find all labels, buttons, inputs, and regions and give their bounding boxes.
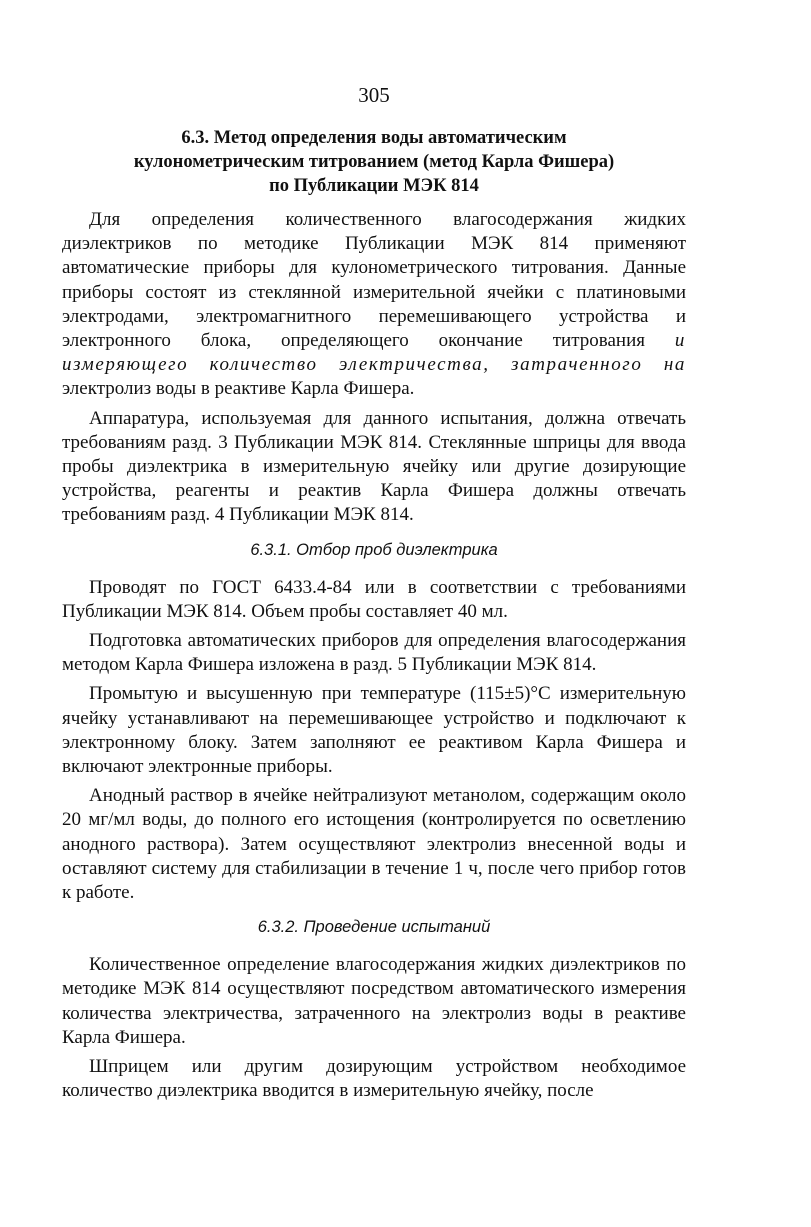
intro-text-end: электролиз воды в реактиве Карла Фишера.: [62, 378, 415, 400]
section-title-line: 6.3. Метод определения воды автоматическим: [181, 128, 567, 148]
testing-paragraph: Количественное определение влагосодержания жидких диэлектриков по методике МЭК 814 осуществляют посредством автоматического измерения количества электричества, затраченного на электролиз воды в реактиве Карла Фишера.: [62, 954, 686, 1048]
intro-text-spaced: и измеряющего количество электричества, затраченного на: [62, 330, 686, 376]
sampling-paragraph: Анодный раствор в ячейке нейтрализуют метанолом, содержащим около 20 мг/мл воды, до полного его истощения (контролируется по осветлению анодного раствора). Затем осуществляют электролиз внесенной воды и оставляют систему для стабилизации в течение 1 ч, после чего прибор готов к работе.: [62, 785, 686, 904]
subsection-title-sampling: 6.3.1. Отбор проб диэлектрика: [250, 540, 498, 559]
testing-paragraph: Шприцем или другим дозирующим устройством необходимое количество диэлектрика вводится в измерительную ячейку, после: [62, 1056, 686, 1102]
sampling-paragraph: Подготовка автоматических приборов для определения влагосодержания методом Карла Фишера изложена в разд. 5 Публикации МЭК 814.: [62, 630, 686, 676]
sampling-paragraph: Промытую и высушенную при температуре (115±5)°С измерительную ячейку устанавливают на перемешивающее устройство и подключают к электронному блоку. Затем заполняют ее реактивом Карла Фишера и включают электронные приборы.: [62, 683, 686, 778]
intro-paragraph-2: Аппаратура, используемая для данного испытания, должна отвечать требованиям разд. 3 Публикации МЭК 814. Стеклянные шприцы для ввода пробы диэлектрика в измерительную ячейку или другие дозирующие устройства, реагенты и реактив Карла Фишера должны отвечать требованиям разд. 4 Публикации МЭК 814.: [62, 407, 686, 526]
section-title-line: по Публикации МЭК 814: [269, 176, 479, 196]
page-number: 305: [358, 83, 390, 107]
subsection-title-testing: 6.3.2. Проведение испытаний: [257, 918, 491, 937]
intro-paragraph-1: [62, 208, 686, 402]
document-page: [62, 82, 686, 1104]
sampling-paragraph: Проводят по ГОСТ 6433.4-84 или в соответствии с требованиями Публикации МЭК 814. Объем пробы составляет 40 мл.: [62, 576, 686, 622]
section-title: [62, 126, 686, 198]
intro-text-start: Для определения количественного влагосодержания жидких диэлектриков по методике Публикации МЭК 814 применяют автоматические приборы для кулонометрического титрования. Данные приборы состоят из стеклянной измерительной ячейки с платиновыми электродами, электромагнитного перемешивающего устройства и электронного блока, определяющего окончание титрования: [62, 209, 686, 352]
section-title-line: кулонометрическим титрованием (метод Карла Фишера): [133, 152, 615, 172]
